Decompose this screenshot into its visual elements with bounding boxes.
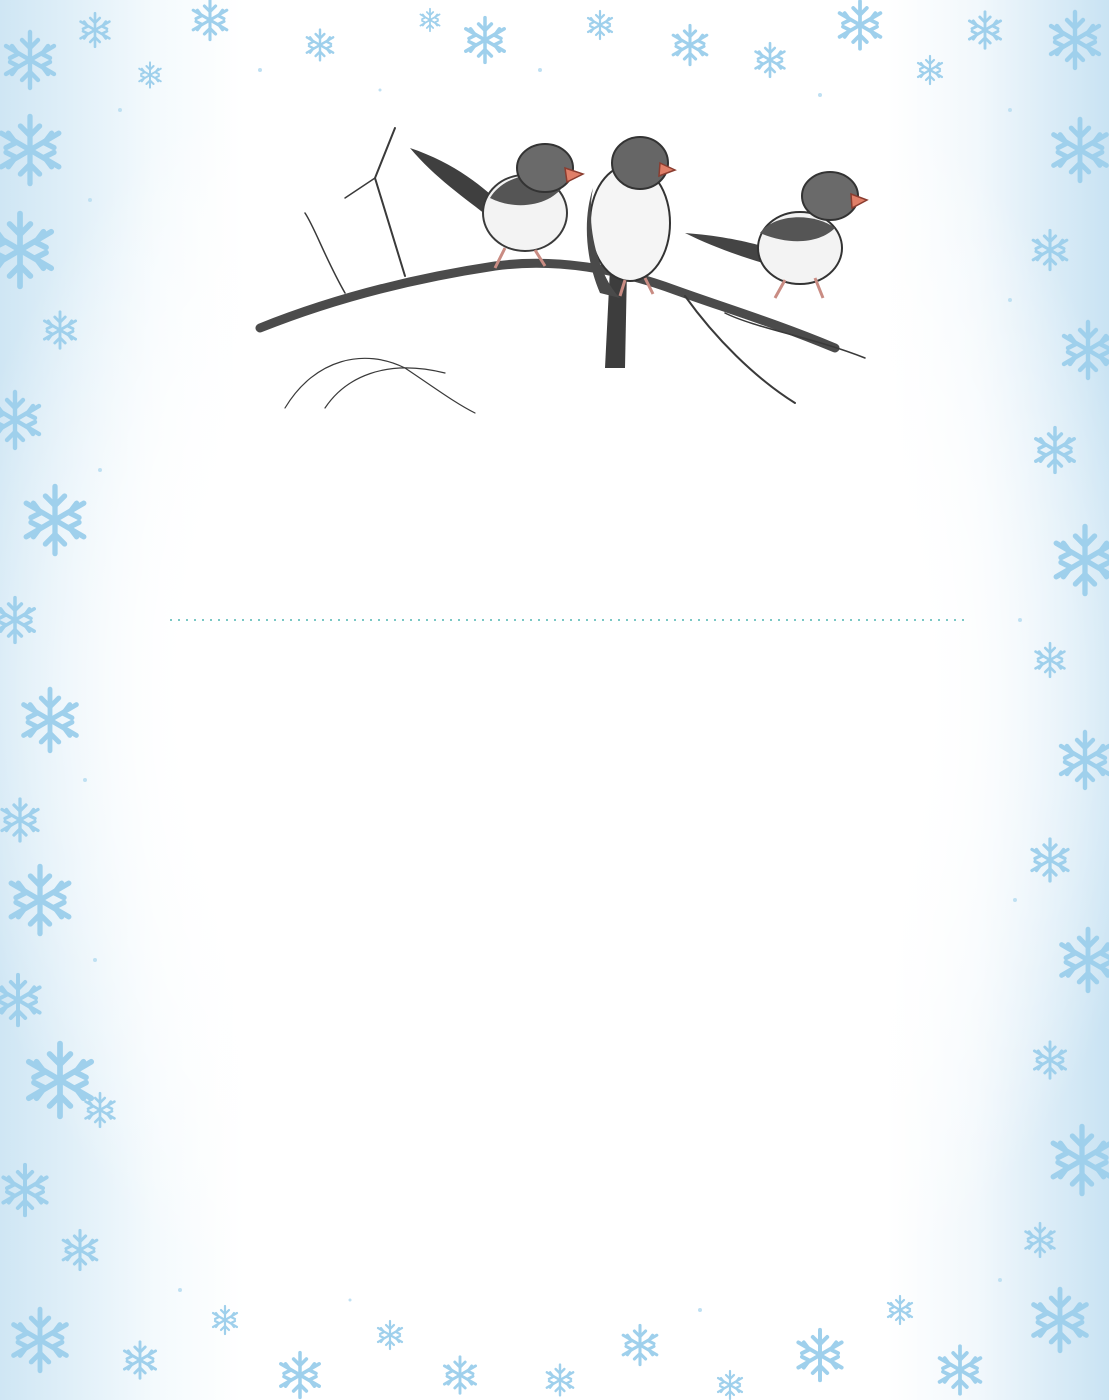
sparrow-left [410, 144, 583, 268]
sparrows-on-branch-illustration [255, 118, 875, 418]
story-text [165, 700, 975, 818]
sparrow-right [685, 172, 867, 298]
sparrow-middle [587, 137, 675, 368]
snowflake-ornament-small [505, 1206, 635, 1240]
snowflake-ornament-divider [170, 603, 970, 637]
